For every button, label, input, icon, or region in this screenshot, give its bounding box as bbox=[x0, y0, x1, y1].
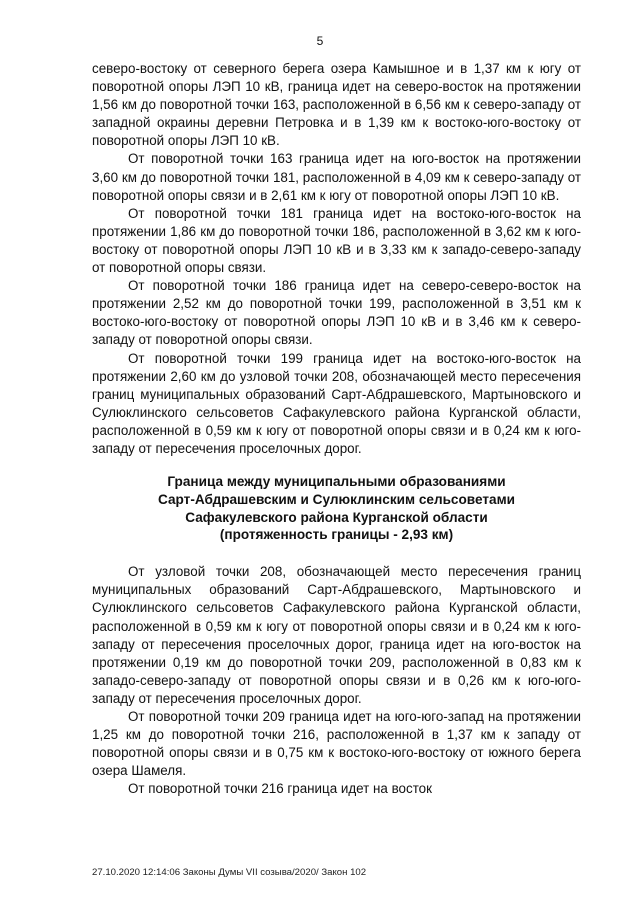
section-heading-length: (протяженность границы - 2,93 км) bbox=[219, 527, 454, 543]
paragraph: От поворотной точки 209 граница идет на юго-юго-запад на протяжении 1,25 км до поворотной точки 216, расположенной в 1,37 км к западу от поворотной опоры связи и в 0,75 км к востоко-юго-востоку от южного берега озера Шамеля. bbox=[92, 709, 581, 779]
paragraph: От узловой точки 208, обозначающей место пересечения границ муниципальных образований Сарт-Абдрашевского, Мартыновского и Сулюклинского сельсоветов Сафакулевского района Курганской области, расположенной в 0,59 км к югу от поворотной опоры связи и в 0,24 км к юго-западу от пересечения проселочных дорог, граница идет на юго-восток на протяжении 0,19 км до поворотной точки 209, расположенной в 0,83 км к западо-северо-западу от поворотной опоры связи и в 0,26 км к юго-юго-западу от пересечения проселочных дорог. bbox=[92, 564, 581, 706]
paragraph: От поворотной точки 186 граница идет на северо-северо-восток на протяжении 2,52 км до поворотной точки 199, расположенной в 3,51 км к востоко-юго-востоку от поворотной опоры ЛЭП 10 кВ и в 3,46 км к северо-западу от поворотной опоры связи. bbox=[92, 278, 581, 348]
paragraph: северо-востоку от северного берега озера Камышное и в 1,37 км к югу от поворотной опоры ЛЭП 10 кВ, граница идет на северо-восток на протяжении 1,56 км до поворотной точки 163, расположенной в 6,56 км к северо-западу от западной окраины деревни Петровка и в 1,39 км к востоко-юго-востоку от поворотной опоры ЛЭП 10 кВ. bbox=[92, 61, 581, 149]
document-body bbox=[92, 60, 581, 798]
document-footer: 27.10.2020 12:14:06 Законы Думы VII созыва/2020/ Закон 102 bbox=[92, 867, 367, 878]
section-heading-line: Сарт-Абдрашевским и Сулюклинским сельсоветами bbox=[158, 491, 515, 507]
paragraph: От поворотной точки 181 граница идет на востоко-юго-восток на протяжении 1,86 км до поворотной точки 186, расположенной в 3,62 км к юго-востоку от поворотной опоры ЛЭП 10 кВ и в 3,33 км к западо-северо-западу от поворотной опоры связи. bbox=[92, 205, 581, 276]
paragraph: От поворотной точки 163 граница идет на юго-восток на протяжении 3,60 км до поворотной точки 181, расположенной в 4,09 км к северо-западу от поворотной опоры связи и в 2,61 км к югу от поворотной опоры ЛЭП 10 кВ. bbox=[92, 151, 581, 203]
section-heading-line: Граница между муниципальными образованиями bbox=[167, 474, 506, 490]
section-heading-line: Сафакулевского района Курганской области bbox=[185, 509, 488, 525]
paragraph: От поворотной точки 199 граница идет на востоко-юго-восток на протяжении 2,60 км до узловой точки 208, обозначающей место пересечения границ муниципальных образований Сарт-Абдрашевского, Мартыновского и Сулюклинского сельсоветов Сафакулевского района Курганской области, расположенной в 0,59 км к югу от поворотной опоры связи и в 0,24 км к юго-западу от пересечения проселочных дорог. bbox=[92, 350, 581, 456]
page-number: 5 bbox=[316, 34, 324, 48]
paragraph: От поворотной точки 216 граница идет на восток bbox=[128, 781, 432, 797]
section-heading bbox=[92, 473, 581, 544]
